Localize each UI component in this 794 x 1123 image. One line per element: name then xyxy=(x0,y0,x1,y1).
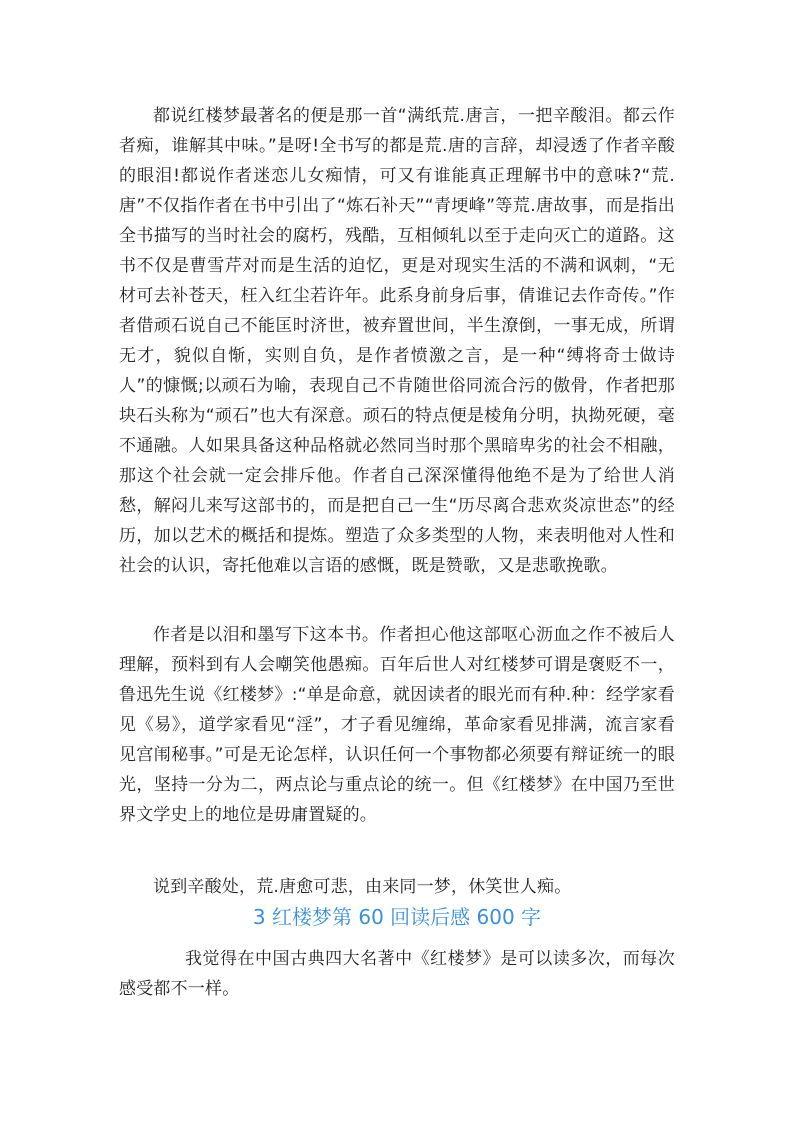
paragraph-4: 我觉得在中国古典四大名著中《红楼梦》是可以读多次，而每次感受都不一样。 xyxy=(119,949,675,999)
paragraph-2-block xyxy=(119,620,675,830)
paragraph-1-block xyxy=(119,101,675,581)
paragraph-1: 都说红楼梦最著名的便是那一首“满纸荒.唐言，一把辛酸泪。都云作者痴，谁解其中味。”是呀!全书写的都是荒.唐的言辞，却浸透了作者辛酸的眼泪!都说作者迷恋儿女痴情，可又有谁能真正理解书中的意味?“荒.唐”不仅指作者在书中引出了“炼石补天”“青埂峰”等荒.唐故事，而是指出全书描写的当时社会的腐朽，残酷，互相倾轧以至于走向灭亡的道路。这书不仅是曹雪芹对而是生活的迫忆，更是对现实生活的不满和讽刺，“无材可去补苍天，枉入红尘若许年。此系身前身后事，倩谁记去作奇传。”作者借顽石说自己不能匡时济世，被弃置世间，半生潦倒，一事无成，所谓无才，貌似自惭，实则自负，是作者愤激之言，是一种“缚将奇士做诗人”的慷慨;以顽石为喻，表现自己不肯随世俗同流合污的傲骨，作者把那块石头称为“顽石”也大有深意。顽石的特点便是棱角分明，执拗死硬，毫不通融。人如果具备这种品格就必然同当时那个黑暗卑劣的社会不相融，那这个社会就一定会排斥他。作者自己深深懂得他绝不是为了给世人消愁，解闷儿来写这部书的，而是把自己一生“历尽离合悲欢炎凉世态”的经历，加以艺术的概括和提炼。塑造了众多类型的人物，来表明他对人性和社会的认识，寄托他难以言语的感慨，既是赞歌，又是悲歌挽歌。 xyxy=(119,106,675,576)
paragraph-2: 作者是以泪和墨写下这本书。作者担心他这部呕心沥血之作不被后人理解，预料到有人会嘲笑他愚痴。百年后世人对红楼梦可谓是褒贬不一，鲁迅先生说《红楼梦》:“单是命意，就因读者的眼光而有种.种：经学家看见《易》，道学家看见“淫”，才子看见缠绵，革命家看见排满，流言家看见宫闱秘事。”可是无论怎样，认识任何一个事物都必须要有辩证统一的眼光，坚持一分为二，两点论与重点论的统一。但《红楼梦》在中国乃至世界文学史上的地位是毋庸置疑的。 xyxy=(119,625,675,825)
section-heading: 3 红楼梦第 60 回读后感 600 字 xyxy=(252,905,542,929)
paragraph-4-block xyxy=(119,944,675,1004)
paragraph-3-block xyxy=(119,872,675,902)
paragraph-3: 说到辛酸处，荒.唐愈可悲，由来同一梦，休笑世人痴。 xyxy=(153,877,572,897)
